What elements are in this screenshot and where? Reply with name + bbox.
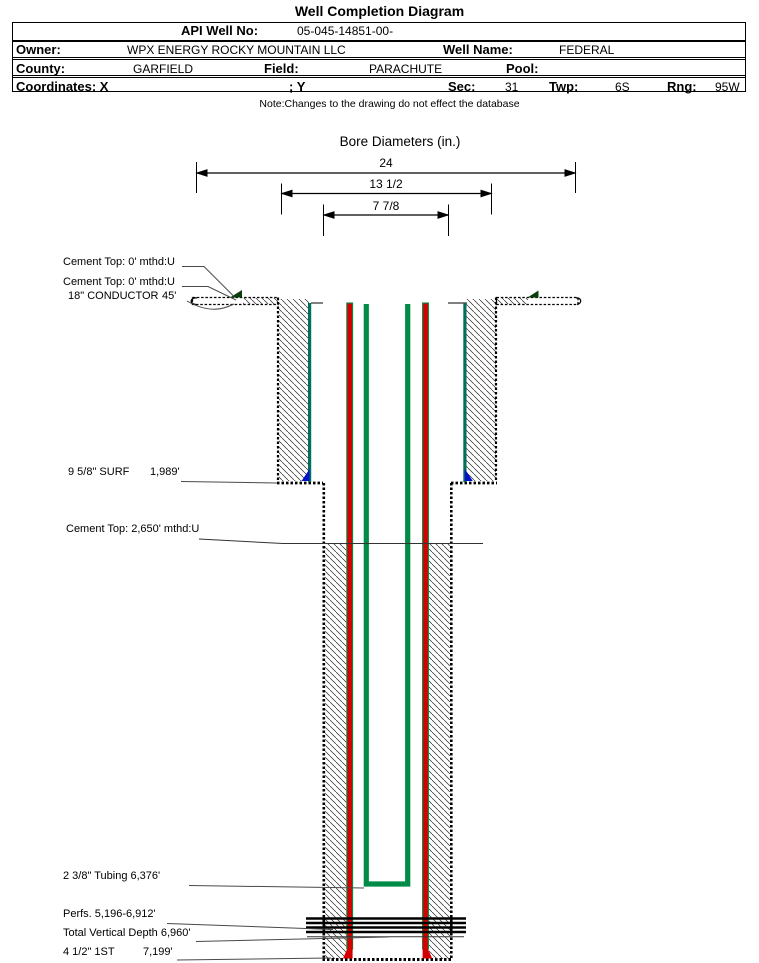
lower-cement-annulus <box>325 543 450 959</box>
field-value: PARACHUTE <box>369 61 443 76</box>
rng-label: Rng: <box>667 78 697 94</box>
twp-value: 6S <box>615 79 630 94</box>
row-separator <box>13 57 745 60</box>
rng-value: 95W <box>715 79 740 94</box>
sec-label: Sec: <box>448 78 476 94</box>
cement-top-0-label-b: Cement Top: 0' mthd:U <box>63 276 175 288</box>
leader-cement-top-a <box>182 267 234 297</box>
api-well-no-label: API Well No: <box>181 23 259 38</box>
county-label: County: <box>16 60 66 76</box>
leader-tvd <box>196 937 388 942</box>
upper-annulus-right <box>451 298 497 484</box>
surface-casing-right <box>463 303 466 482</box>
production-casing-label: 4 1/2" 1ST <box>63 946 115 958</box>
surface-casing-label: 9 5/8" SURF <box>68 466 130 478</box>
twp-label: Twp: <box>549 78 579 94</box>
dimension-label-7-7-8: 7 7/8 <box>372 198 400 213</box>
table-row-api <box>13 24 745 39</box>
tubing-string <box>366 304 407 884</box>
production-casing-right <box>423 303 429 949</box>
upper-annulus-left <box>277 298 323 484</box>
coordinates-label: Coordinates: X <box>16 78 109 94</box>
surface-casing-left <box>308 303 311 482</box>
cement-top-2650-label: Cement Top: 2,650' mthd:U <box>66 523 200 535</box>
production-casing-left <box>347 303 353 949</box>
county-value: GARFIELD <box>133 61 194 76</box>
conductor-label: 18" CONDUCTOR <box>68 290 159 302</box>
row-separator <box>13 75 745 78</box>
database-note: Note:Changes to the drawing do not effect the database <box>259 98 520 110</box>
field-label: Field: <box>264 60 299 76</box>
sec-value: 31 <box>505 79 519 94</box>
tvd-label: Total Vertical Depth 6,960' <box>63 927 191 939</box>
cement-top-0-label-a: Cement Top: 0' mthd:U <box>63 256 175 268</box>
well-name-label: Well Name: <box>443 42 513 57</box>
production-casing-depth-value: 7,199' <box>143 946 173 958</box>
dimension-label-13-1-2: 13 1/2 <box>369 177 403 191</box>
dimension-label-24: 24 <box>379 156 393 170</box>
tubing-label: 2 3/8" Tubing 6,376' <box>63 870 161 882</box>
conductor-depth-value: 45' <box>162 290 177 302</box>
leader-cement-top-2650 <box>199 539 483 544</box>
well-name-value: FEDERAL <box>559 43 615 57</box>
page-title: Well Completion Diagram <box>294 3 465 19</box>
owner-value: WPX ENERGY ROCKY MOUNTAIN LLC <box>127 43 346 57</box>
row-separator <box>13 40 745 42</box>
surface-casing-depth-value: 1,989' <box>150 466 180 478</box>
cement-top-marker-right <box>528 291 539 298</box>
conductor-flange <box>191 298 580 305</box>
bore-diameters-title: Bore Diameters (in.) <box>339 134 461 149</box>
leader-surface-casing <box>181 482 277 484</box>
leader-production-casing <box>177 958 331 960</box>
pool-label: Pool: <box>506 60 539 76</box>
api-well-no-value: 05-045-14851-00- <box>297 24 394 38</box>
table-row-owner <box>13 43 745 58</box>
owner-label: Owner: <box>16 42 61 57</box>
well-header-table <box>12 22 746 92</box>
perfs-label: Perfs. 5,196-6,912' <box>63 908 156 920</box>
table-row-coordinates <box>13 80 745 95</box>
coordinates-y-label: ; Y <box>289 78 306 94</box>
